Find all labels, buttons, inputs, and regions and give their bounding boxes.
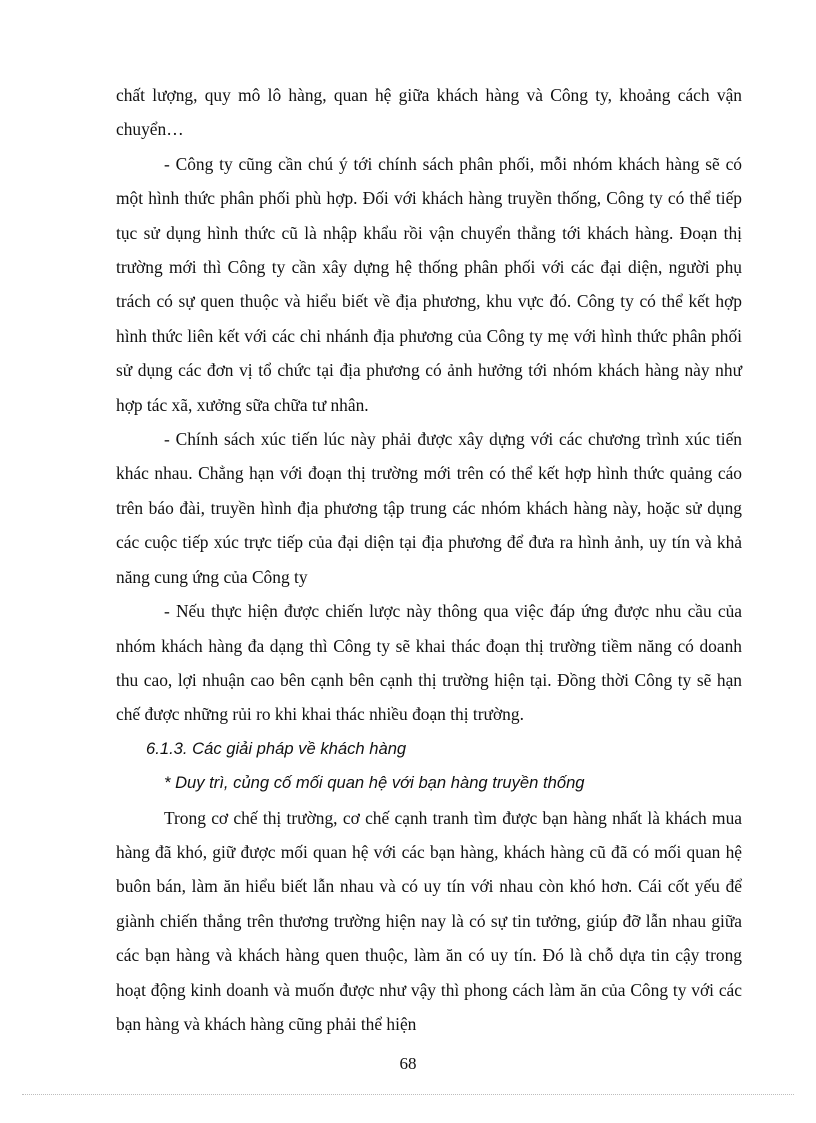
- page-bottom-divider: [22, 1094, 794, 1095]
- body-text: [116, 78, 742, 1041]
- page-number: 68: [399, 1054, 417, 1073]
- section-heading: 6.1.3. Các giải pháp về khách hàng: [146, 738, 407, 758]
- paragraph-customer-relations: Trong cơ chế thị trường, cơ chế cạnh tranh tìm được bạn hàng nhất là khách mua hàng đã khó, giữ được mối quan hệ với các bạn hàng, khách hàng cũ đã có mối quan hệ buôn bán, làm ăn hiểu biết lẫn nhau và có uy tín với nhau còn khó hơn. Cái cốt yếu để giành chiến thắng trên thương trường hiện nay là có sự tin tưởng, giúp đỡ lẫn nhau giữa các bạn hàng và khách hàng quen thuộc, làm ăn có uy tín. Đó là chỗ dựa tin cậy trong hoạt động kinh doanh và muốn được như vậy thì phong cách làm ăn của Công ty với các bạn hàng và khách hàng cũng phải thể hiện: [116, 807, 742, 1034]
- subheading: * Duy trì, củng cố mối quan hệ với bạn hàng truyền thống: [164, 773, 585, 793]
- paragraph-distribution-policy: - Công ty cũng cần chú ý tới chính sách phân phối, mỗi nhóm khách hàng sẽ có một hình thức phân phối phù hợp. Đối với khách hàng truyền thống, Công ty có thể tiếp tục sử dụng hình thức cũ là nhập khẩu rồi vận chuyển thẳng tới khách hàng. Đoạn thị trường mới thì Công ty cần xây dựng hệ thống phân phối với các đại diện, người phụ trách có sự quen thuộc và hiểu biết về địa phương, khu vực đó. Công ty có thể kết hợp hình thức liên kết với các chi nhánh địa phương của Công ty mẹ với hình thức phân phối sử dụng các đơn vị tổ chức tại địa phương có ảnh hưởng tới nhóm khách hàng này như hợp tác xã, xưởng sữa chữa tư nhân.: [116, 153, 742, 415]
- paragraph-promotion-policy: - Chính sách xúc tiến lúc này phải được xây dựng với các chương trình xúc tiến khác nhau. Chẳng hạn với đoạn thị trường mới trên có thể kết hợp hình thức quảng cáo trên báo đài, truyền hình địa phương tập trung các nhóm khách hàng này, hoặc sử dụng các cuộc tiếp xúc trực tiếp của đại diện tại địa phương để đưa ra hình ảnh, uy tín và khả năng cung ứng của Công ty: [116, 429, 742, 587]
- paragraph-continuation: chất lượng, quy mô lô hàng, quan hệ giữa khách hàng và Công ty, khoảng cách vận chuyển…: [116, 85, 742, 140]
- paragraph-strategy-outcome: - Nếu thực hiện được chiến lược này thông qua việc đáp ứng được nhu cầu của nhóm khách hàng đa dạng thì Công ty sẽ khai thác đoạn thị trường tiềm năng có doanh thu cao, lợi nhuận cao bên cạnh bên cạnh thị trường hiện tại. Đồng thời Công ty sẽ hạn chế được những rủi ro khi khai thác nhiều đoạn thị trường.: [116, 601, 742, 725]
